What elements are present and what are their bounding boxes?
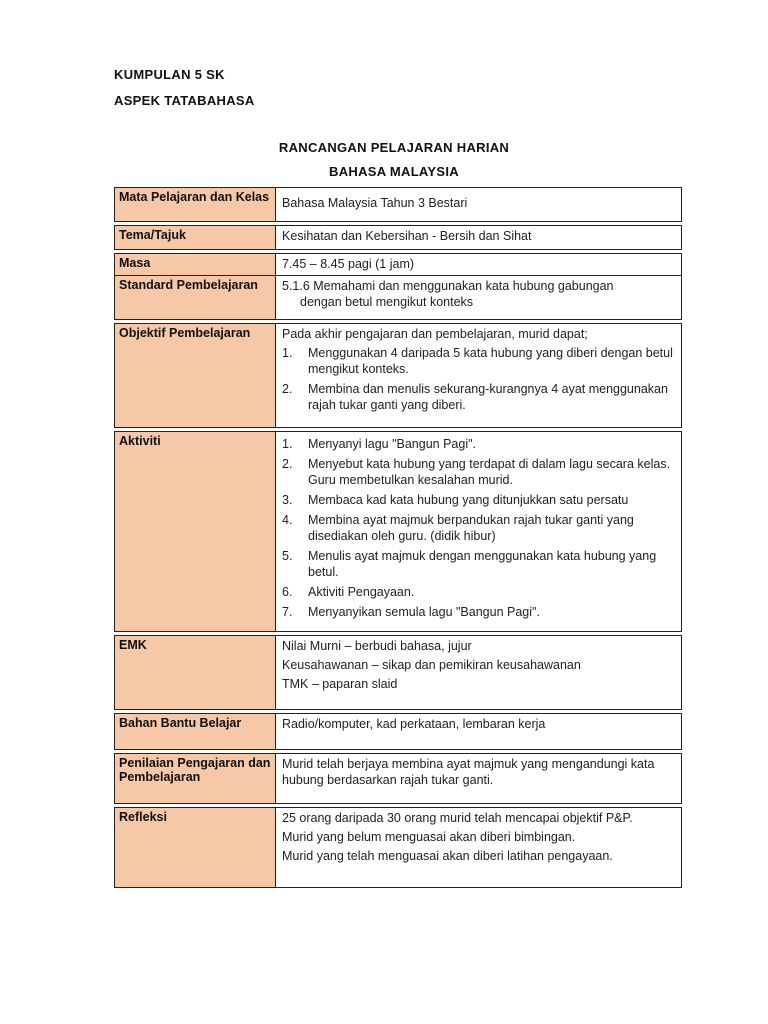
value-masa: 7.45 – 8.45 pagi (1 jam)	[276, 254, 682, 276]
value-mata-pelajaran: Bahasa Malaysia Tahun 3 Bestari	[276, 188, 682, 222]
row-standard	[115, 276, 682, 320]
value-emk	[276, 636, 682, 710]
value-aktiviti	[276, 432, 682, 632]
label-objektif: Objektif Pembelajaran	[115, 324, 276, 428]
document-title: RANCANGAN PELAJARAN HARIAN	[278, 140, 510, 155]
label-penilaian: Penilaian Pengajaran dan Pembelajaran	[115, 754, 276, 804]
row-bahan	[115, 714, 682, 750]
aktiviti-list	[282, 436, 675, 620]
list-item: 2. Menyebut kata hubung yang terdapat di dalam lagu secara kelas. Guru membetulkan kesalahan murid.	[282, 457, 671, 487]
value-penilaian: Murid telah berjaya membina ayat majmuk yang mengandungi kata hubung berdasarkan rajah tukar ganti.	[276, 754, 682, 804]
value-tema: Kesihatan dan Kebersihan - Bersih dan Sihat	[276, 226, 682, 250]
list-item: 2. Membina dan menulis sekurang-kurangnya 4 ayat menggunakan rajah tukar ganti yang diberi.	[282, 382, 668, 412]
label-bahan: Bahan Bantu Belajar	[115, 714, 276, 750]
row-penilaian	[115, 754, 682, 804]
label-refleksi: Refleksi	[115, 808, 276, 888]
label-standard: Standard Pembelajaran	[115, 276, 276, 320]
emk-line: Nilai Murni – berbudi bahasa, jujur	[282, 639, 472, 653]
row-mata-pelajaran	[115, 188, 682, 222]
refleksi-line: Murid yang belum menguasai akan diberi bimbingan.	[282, 830, 576, 844]
list-item: 6. Aktiviti Pengayaan.	[282, 585, 415, 599]
emk-line: TMK – paparan slaid	[282, 677, 398, 691]
list-item: 4. Membina ayat majmuk berpandukan rajah tukar ganti yang disediakan oleh guru. (didik hibur)	[282, 513, 634, 543]
value-refleksi	[276, 808, 682, 888]
label-tema: Tema/Tajuk	[115, 226, 276, 250]
refleksi-line: 25 orang daripada 30 orang murid telah mencapai objektif P&P.	[282, 811, 633, 825]
label-mata-pelajaran: Mata Pelajaran dan Kelas	[115, 188, 276, 222]
refleksi-line: Murid yang telah menguasai akan diberi latihan pengayaan.	[282, 849, 613, 863]
label-aktiviti: Aktiviti	[115, 432, 276, 632]
row-tema	[115, 226, 682, 250]
row-masa	[115, 254, 682, 276]
group-heading: KUMPULAN 5 SK	[114, 67, 225, 82]
row-aktiviti	[115, 432, 682, 632]
list-item: 5. Menulis ayat majmuk dengan menggunakan kata hubung yang betul.	[282, 549, 657, 579]
objektif-intro: Pada akhir pengajaran dan pembelajaran, murid dapat;	[282, 327, 588, 341]
lesson-plan-table	[114, 187, 682, 888]
list-item: 1. Menggunakan 4 daripada 5 kata hubung yang diberi dengan betul mengikut konteks.	[282, 346, 673, 376]
row-emk	[115, 636, 682, 710]
value-bahan: Radio/komputer, kad perkataan, lembaran kerja	[276, 714, 682, 750]
document-subtitle: BAHASA MALAYSIA	[329, 164, 459, 179]
aspect-heading: ASPEK TATABAHASA	[114, 93, 255, 108]
row-refleksi	[115, 808, 682, 888]
standard-line-2: dengan betul mengikut konteks	[300, 295, 474, 309]
emk-line: Keusahawanan – sikap dan pemikiran keusahawanan	[282, 658, 581, 672]
list-item: 7. Menyanyikan semula lagu "Bangun Pagi".	[282, 605, 540, 619]
list-item: 1. Menyanyi lagu "Bangun Pagi".	[282, 437, 477, 451]
label-masa: Masa	[115, 254, 276, 276]
value-objektif	[276, 324, 682, 428]
objektif-list	[282, 345, 675, 413]
value-standard	[276, 276, 682, 320]
label-emk: EMK	[115, 636, 276, 710]
standard-line-1: 5.1.6 Memahami dan menggunakan kata hubung gabungan	[282, 279, 614, 293]
row-objektif	[115, 324, 682, 428]
list-item: 3. Membaca kad kata hubung yang ditunjukkan satu persatu	[282, 493, 629, 507]
